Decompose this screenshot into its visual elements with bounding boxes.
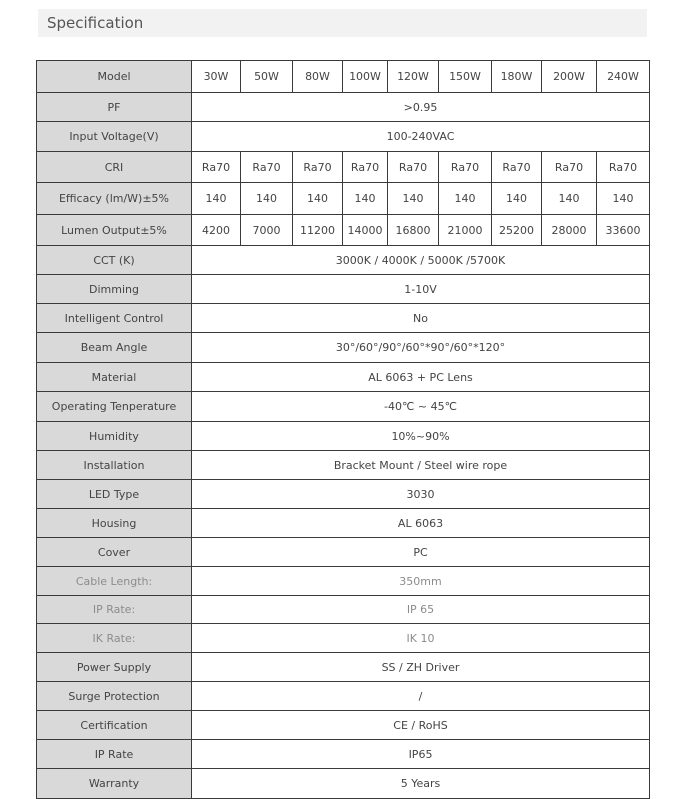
row-label: Dimming bbox=[37, 275, 192, 304]
row-value: -40℃ ~ 45℃ bbox=[192, 392, 650, 422]
value-cell: Ra70 bbox=[542, 152, 597, 183]
row-label: IP Rate: bbox=[37, 596, 192, 624]
row-label: Lumen Output±5% bbox=[37, 215, 192, 246]
value-cell: Ra70 bbox=[597, 152, 650, 183]
row-label: CRI bbox=[37, 152, 192, 183]
value-cell: 140 bbox=[388, 183, 439, 215]
row-label: Installation bbox=[37, 451, 192, 480]
row-value: SS / ZH Driver bbox=[192, 653, 650, 682]
table-row bbox=[37, 538, 650, 567]
table-row bbox=[37, 480, 650, 509]
value-cell: 7000 bbox=[241, 215, 293, 246]
value-cell: Ra70 bbox=[293, 152, 343, 183]
value-cell: 140 bbox=[293, 183, 343, 215]
row-label: Operating Tenperature bbox=[37, 392, 192, 422]
row-label: LED Type bbox=[37, 480, 192, 509]
value-cell: 25200 bbox=[492, 215, 542, 246]
table-row bbox=[37, 596, 650, 624]
row-label: Certification bbox=[37, 711, 192, 740]
value-cell: 33600 bbox=[597, 215, 650, 246]
row-value: PC bbox=[192, 538, 650, 567]
table-row bbox=[37, 624, 650, 653]
specification-table bbox=[36, 60, 650, 799]
model-label: Model bbox=[37, 61, 192, 93]
value-cell: Ra70 bbox=[439, 152, 492, 183]
table-row bbox=[37, 422, 650, 451]
value-cell: 140 bbox=[439, 183, 492, 215]
table-row bbox=[37, 152, 650, 183]
row-value: 3000K / 4000K / 5000K /5700K bbox=[192, 246, 650, 275]
value-cell: Ra70 bbox=[343, 152, 388, 183]
row-label: Material bbox=[37, 363, 192, 392]
model-cell: 100W bbox=[343, 61, 388, 93]
value-cell: Ra70 bbox=[241, 152, 293, 183]
value-cell: 140 bbox=[241, 183, 293, 215]
row-label: Intelligent Control bbox=[37, 304, 192, 333]
value-cell: 14000 bbox=[343, 215, 388, 246]
table-row bbox=[37, 451, 650, 480]
table-row bbox=[37, 653, 650, 682]
row-value: IK 10 bbox=[192, 624, 650, 653]
table-row bbox=[37, 363, 650, 392]
model-cell: 80W bbox=[293, 61, 343, 93]
value-cell: 140 bbox=[492, 183, 542, 215]
row-label: Power Supply bbox=[37, 653, 192, 682]
row-label: PF bbox=[37, 93, 192, 122]
row-value: IP65 bbox=[192, 740, 650, 769]
table-row bbox=[37, 333, 650, 363]
table-row bbox=[37, 304, 650, 333]
model-cell: 150W bbox=[439, 61, 492, 93]
model-cell: 120W bbox=[388, 61, 439, 93]
row-value: 30°/60°/90°/60°*90°/60°*120° bbox=[192, 333, 650, 363]
model-cell: 180W bbox=[492, 61, 542, 93]
model-cell: 30W bbox=[192, 61, 241, 93]
row-label: IP Rate bbox=[37, 740, 192, 769]
row-label: Cable Length: bbox=[37, 567, 192, 596]
row-value: Bracket Mount / Steel wire rope bbox=[192, 451, 650, 480]
table-row bbox=[37, 509, 650, 538]
row-value: 100-240VAC bbox=[192, 122, 650, 152]
table-row bbox=[37, 275, 650, 304]
value-cell: 140 bbox=[343, 183, 388, 215]
row-label: IK Rate: bbox=[37, 624, 192, 653]
row-value: 10%~90% bbox=[192, 422, 650, 451]
row-value: IP 65 bbox=[192, 596, 650, 624]
row-label: Warranty bbox=[37, 769, 192, 799]
row-value: / bbox=[192, 682, 650, 711]
model-cell: 50W bbox=[241, 61, 293, 93]
section-header bbox=[38, 9, 647, 37]
model-cell: 200W bbox=[542, 61, 597, 93]
row-label: Housing bbox=[37, 509, 192, 538]
table-row bbox=[37, 567, 650, 596]
row-label: Input Voltage(V) bbox=[37, 122, 192, 152]
table-row bbox=[37, 93, 650, 122]
table-row bbox=[37, 122, 650, 152]
row-label: Efficacy (lm/W)±5% bbox=[37, 183, 192, 215]
value-cell: 21000 bbox=[439, 215, 492, 246]
value-cell: Ra70 bbox=[492, 152, 542, 183]
row-label: Surge Protection bbox=[37, 682, 192, 711]
table-row bbox=[37, 711, 650, 740]
row-value: 5 Years bbox=[192, 769, 650, 799]
value-cell: 11200 bbox=[293, 215, 343, 246]
value-cell: Ra70 bbox=[388, 152, 439, 183]
value-cell: 16800 bbox=[388, 215, 439, 246]
table-row bbox=[37, 183, 650, 215]
model-cell: 240W bbox=[597, 61, 650, 93]
row-label: CCT (K) bbox=[37, 246, 192, 275]
row-value: 350mm bbox=[192, 567, 650, 596]
row-value: No bbox=[192, 304, 650, 333]
value-cell: 140 bbox=[192, 183, 241, 215]
row-label: Beam Angle bbox=[37, 333, 192, 363]
value-cell: Ra70 bbox=[192, 152, 241, 183]
table-row bbox=[37, 769, 650, 799]
row-label: Cover bbox=[37, 538, 192, 567]
row-value: CE / RoHS bbox=[192, 711, 650, 740]
value-cell: 4200 bbox=[192, 215, 241, 246]
table-row bbox=[37, 61, 650, 93]
row-value: AL 6063 bbox=[192, 509, 650, 538]
value-cell: 140 bbox=[542, 183, 597, 215]
row-value: AL 6063 + PC Lens bbox=[192, 363, 650, 392]
value-cell: 140 bbox=[597, 183, 650, 215]
table-row bbox=[37, 215, 650, 246]
value-cell: 28000 bbox=[542, 215, 597, 246]
row-label: Humidity bbox=[37, 422, 192, 451]
row-value: 1-10V bbox=[192, 275, 650, 304]
row-value: >0.95 bbox=[192, 93, 650, 122]
table-row bbox=[37, 682, 650, 711]
table-row bbox=[37, 740, 650, 769]
table-row bbox=[37, 392, 650, 422]
table-row bbox=[37, 246, 650, 275]
section-title: Specification bbox=[47, 14, 144, 32]
row-value: 3030 bbox=[192, 480, 650, 509]
